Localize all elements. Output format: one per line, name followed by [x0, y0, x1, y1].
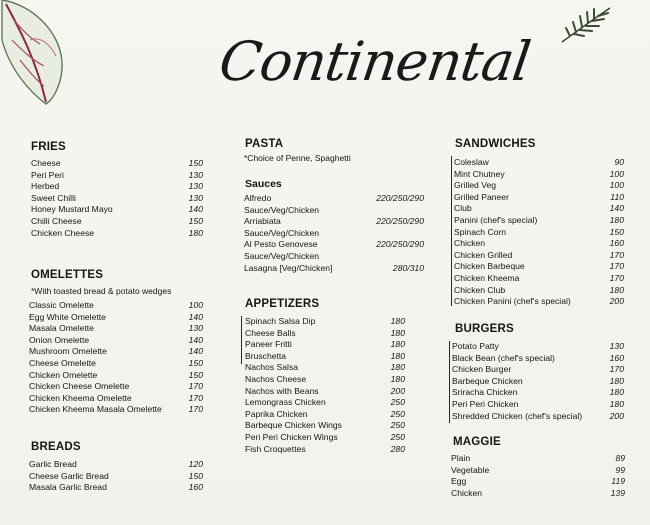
menu-item	[451, 476, 625, 488]
menu-item	[245, 339, 405, 351]
menu-item-name: Honey Mustard Mayo	[31, 204, 113, 215]
menu-item	[244, 193, 424, 205]
menu-item	[454, 261, 624, 273]
menu-item-name: Paprika Chicken	[245, 408, 308, 419]
menu-item-price: 180	[390, 339, 405, 350]
menu-item-name: Fish Croquettes	[245, 443, 306, 454]
menu-item-name: Peri Peri	[31, 169, 64, 180]
menu-item-price: 119	[611, 476, 625, 487]
menu-item	[29, 404, 203, 416]
menu-item-price: 180	[609, 398, 624, 409]
menu-item	[29, 459, 203, 471]
menu-item-price: 160	[609, 238, 624, 249]
menu-item-name: Peri Peri Chicken Wings	[245, 431, 338, 442]
menu-item	[245, 362, 405, 374]
menu-item	[454, 227, 624, 239]
menu-item-price: 180	[390, 350, 405, 361]
menu-item-name: Peri Peri Chicken	[452, 398, 519, 409]
menu-item-price: 180	[390, 327, 405, 338]
menu-item-name: Nachos Salsa	[245, 362, 299, 373]
menu-item	[31, 228, 203, 240]
menu-item	[29, 300, 203, 312]
burgers-heading: BURGERS	[455, 323, 514, 335]
menu-item-name: Onion Omelette	[29, 334, 90, 345]
menu-item	[452, 364, 624, 376]
menu-item	[31, 216, 203, 228]
menu-item-price: 250	[390, 397, 405, 408]
menu-item-price: 170	[609, 249, 624, 260]
menu-item	[31, 193, 203, 205]
menu-item-price: 150	[188, 215, 203, 226]
menu-item-name: Lemongrass Chicken	[245, 397, 326, 408]
menu-item-name: Sweet Chilli	[31, 192, 76, 203]
menu-item-name: Chicken Club	[454, 284, 506, 295]
menu-item-price: 130	[188, 192, 203, 203]
menu-item-price: 140	[188, 346, 203, 357]
menu-item-price: 170	[609, 261, 624, 272]
menu-item-price: 180	[188, 227, 203, 238]
maggie-heading: MAGGIE	[453, 436, 501, 448]
menu-item-price: 180	[609, 387, 624, 398]
menu-item	[244, 263, 424, 275]
menu-item	[29, 471, 203, 483]
menu-item-price: 170	[188, 404, 203, 415]
menu-item-name: Chicken	[451, 487, 483, 498]
menu-item	[245, 374, 405, 386]
menu-item-name: Spinach Corn	[454, 226, 507, 237]
menu-item-price: 140	[609, 203, 624, 214]
menu-item-price: 100	[188, 300, 203, 310]
menu-item-name: Chicken Panini (chef's special)	[454, 296, 571, 307]
maggie-list	[451, 453, 625, 499]
menu-item	[245, 316, 405, 328]
menu-item	[244, 228, 424, 240]
menu-item	[29, 482, 203, 494]
menu-item-price: 180	[390, 316, 405, 326]
menu-item-name: Chicken Burger	[452, 364, 512, 375]
menu-item	[454, 215, 624, 227]
pasta-note: *Choice of Penne, Spaghetti	[244, 153, 351, 163]
menu-item-name: Chicken Kheema	[454, 272, 520, 283]
menu-item-name: Classic Omelette	[29, 300, 94, 310]
menu-item-name: Chicken Omelette	[29, 369, 98, 380]
menu-item	[454, 273, 624, 285]
menu-item-name: Potato Patty	[452, 341, 499, 351]
menu-item-price: 90	[614, 157, 624, 167]
menu-item	[29, 358, 203, 370]
menu-item-price: 130	[188, 323, 203, 334]
menu-item-name: Cheese Balls	[245, 327, 296, 338]
menu-item	[29, 312, 203, 324]
menu-item-name: Paneer Fritti	[245, 339, 292, 350]
menu-item-name: Egg	[451, 476, 467, 487]
sandwiches-divider	[451, 156, 452, 306]
menu-item-name: Chicken Kheema Masala Omelette	[29, 404, 162, 415]
menu-item-price: 110	[610, 191, 624, 202]
menu-item-name: Chicken Cheese	[31, 227, 95, 238]
menu-item-price: 200	[609, 410, 624, 421]
menu-item-price: 180	[609, 284, 624, 295]
pasta-heading: PASTA	[245, 138, 284, 150]
menu-item-price: 139	[610, 487, 625, 498]
omelettes-heading: OMELETTES	[31, 269, 104, 281]
menu-item	[454, 285, 624, 297]
breads-list	[29, 459, 203, 494]
menu-item	[454, 169, 624, 181]
menu-item-name: Sauce/Veg/Chicken	[244, 250, 320, 261]
menu-item-price: 100	[609, 180, 624, 191]
menu-item	[452, 399, 624, 411]
menu-item-name: Garlic Bread	[29, 459, 77, 469]
appetizers-divider	[241, 316, 242, 364]
menu-item-price: 180	[390, 373, 405, 384]
menu-item-name: Mushroom Omelette	[29, 346, 107, 357]
menu-item-name: Masala Garlic Bread	[29, 482, 107, 493]
menu-item-price: 150	[609, 226, 624, 237]
menu-item	[451, 488, 625, 500]
menu-item-name: Lasagna [Veg/Chicken]	[244, 262, 333, 273]
menu-item	[245, 409, 405, 421]
menu-item-price: 150	[188, 369, 203, 380]
menu-item-name: Panini (chef's special)	[454, 214, 538, 225]
menu-item	[29, 381, 203, 393]
menu-item-name: Nachos with Beans	[245, 385, 319, 396]
menu-item	[454, 296, 624, 308]
menu-item	[29, 335, 203, 347]
menu-item-price: 89	[615, 453, 625, 463]
menu-item	[454, 250, 624, 262]
menu-item	[31, 204, 203, 216]
menu-item	[29, 370, 203, 382]
menu-item	[29, 323, 203, 335]
menu-item	[245, 444, 405, 456]
menu-item	[454, 203, 624, 215]
menu-item-name: Chicken Cheese Omelette	[29, 381, 130, 392]
fries-list	[31, 158, 203, 239]
menu-item-name: Grilled Paneer	[454, 191, 509, 202]
menu-item-price: 180	[609, 214, 624, 225]
menu-item-name: Cheese Omelette	[29, 357, 96, 368]
menu-item-name: Vegetable	[451, 464, 490, 475]
menu-item	[31, 170, 203, 182]
caladium-leaf-icon	[0, 0, 66, 108]
menu-item-price: 140	[188, 334, 203, 345]
menu-item-price: 170	[188, 381, 203, 392]
menu-item-price: 150	[188, 158, 203, 168]
menu-item-price: 160	[609, 352, 624, 363]
menu-item-price: 140	[188, 311, 203, 322]
menu-item-name: Barbeque Chicken Wings	[245, 420, 342, 431]
menu-item-name: Spinach Salsa Dip	[245, 316, 316, 326]
menu-item-name: Arriabiata	[244, 216, 281, 227]
menu-item-name: Chicken Kheema Omelette	[29, 392, 132, 403]
menu-item-price: 170	[188, 392, 203, 403]
menu-item-name: Shredded Chicken (chef's special)	[452, 410, 583, 421]
menu-item-price: 140	[188, 204, 203, 215]
menu-item-name: Coleslaw	[454, 157, 489, 167]
menu-item	[454, 180, 624, 192]
menu-item-price: 130	[188, 169, 203, 180]
menu-item-price: 100	[609, 168, 624, 179]
menu-item-name: Chicken	[454, 238, 486, 249]
omelettes-note: *With toasted bread & potato wedges	[31, 286, 172, 296]
menu-item-name: Sauce/Veg/Chicken	[244, 204, 320, 215]
menu-item-name: Alfredo	[244, 193, 272, 203]
menu-item	[451, 453, 625, 465]
menu-item-price: 180	[390, 362, 405, 373]
menu-item-name: Chilli Cheese	[31, 215, 82, 226]
menu-item	[245, 420, 405, 432]
sandwiches-list	[454, 157, 624, 308]
menu-item-name: Grilled Veg	[454, 180, 497, 191]
menu-item-price: 280	[390, 443, 405, 454]
menu-item-name: Herbed	[31, 181, 60, 192]
menu-item	[452, 376, 624, 388]
menu-item	[31, 158, 203, 170]
menu-item	[244, 251, 424, 263]
menu-item	[451, 465, 625, 477]
menu-item-price: 220/250/290	[376, 239, 424, 250]
menu-item	[454, 192, 624, 204]
appetizers-heading: APPETIZERS	[245, 298, 320, 310]
menu-item-price: 200	[609, 296, 624, 307]
menu-item	[452, 341, 624, 353]
menu-item	[452, 387, 624, 399]
menu-item-price: 120	[188, 459, 203, 469]
menu-item-name: Chicken Barbeque	[454, 261, 525, 272]
menu-item	[454, 238, 624, 250]
menu-item-name: Black Bean (chef's special)	[452, 352, 555, 363]
sauces-subheading: Sauces	[245, 178, 282, 190]
menu-item-price: 220/250/290	[376, 216, 424, 227]
menu-item-name: Sriracha Chicken	[452, 387, 518, 398]
menu-item-price: 250	[390, 431, 405, 442]
menu-title: Continental	[215, 30, 534, 93]
menu-item-name: Chicken Grilled	[454, 249, 513, 260]
menu-item	[245, 386, 405, 398]
menu-item-name: Al Pesto Genovese	[244, 239, 318, 250]
breads-heading: BREADS	[31, 441, 81, 453]
menu-item	[245, 432, 405, 444]
menu-item-name: Sauce/Veg/Chicken	[244, 227, 320, 238]
menu-item	[245, 351, 405, 363]
menu-item-price: 200	[390, 385, 405, 396]
menu-item-name: Mint Chutney	[454, 168, 505, 179]
menu-item-price: 150	[188, 470, 203, 481]
menu-item-price: 250	[390, 408, 405, 419]
menu-item	[454, 157, 624, 169]
menu-item-name: Cheese Garlic Bread	[29, 470, 109, 481]
menu-item-name: Masala Omelette	[29, 323, 94, 334]
menu-item-price: 130	[188, 181, 203, 192]
menu-item-price: 130	[609, 341, 624, 351]
appetizers-list	[245, 316, 405, 455]
omelettes-list	[29, 300, 203, 416]
burgers-list	[452, 341, 624, 422]
menu-item-name: Cheese	[31, 158, 61, 168]
menu-item	[244, 239, 424, 251]
menu-item	[452, 353, 624, 365]
menu-item	[245, 397, 405, 409]
menu-item	[452, 411, 624, 423]
menu-item-price: 170	[609, 272, 624, 283]
pasta-list	[244, 193, 424, 274]
menu-item-name: Plain	[451, 453, 471, 463]
fries-heading: FRIES	[31, 141, 66, 153]
menu-item-price: 250	[390, 420, 405, 431]
menu-item-name: Club	[454, 203, 472, 214]
menu-item	[244, 216, 424, 228]
menu-item	[29, 393, 203, 405]
menu-item-name: Bruschetta	[245, 350, 287, 361]
fern-leaf-icon	[560, 6, 612, 44]
menu-item	[245, 328, 405, 340]
menu-item-name: Egg White Omelette	[29, 311, 106, 322]
burgers-divider	[449, 341, 450, 423]
menu-item	[31, 181, 203, 193]
menu-item-price: 280/310	[392, 262, 424, 273]
menu-item-price: 150	[188, 357, 203, 368]
menu-item	[29, 346, 203, 358]
menu-item	[244, 205, 424, 217]
menu-item-price: 160	[188, 482, 203, 493]
sandwiches-heading: SANDWICHES	[455, 138, 536, 150]
menu-item-price: 170	[609, 364, 624, 375]
menu-item-price: 99	[615, 464, 625, 475]
menu-item-price: 180	[609, 375, 624, 386]
menu-item-name: Barbeque Chicken	[452, 375, 523, 386]
menu-item-name: Nachos Cheese	[245, 373, 307, 384]
menu-item-price: 220/250/290	[376, 193, 424, 203]
